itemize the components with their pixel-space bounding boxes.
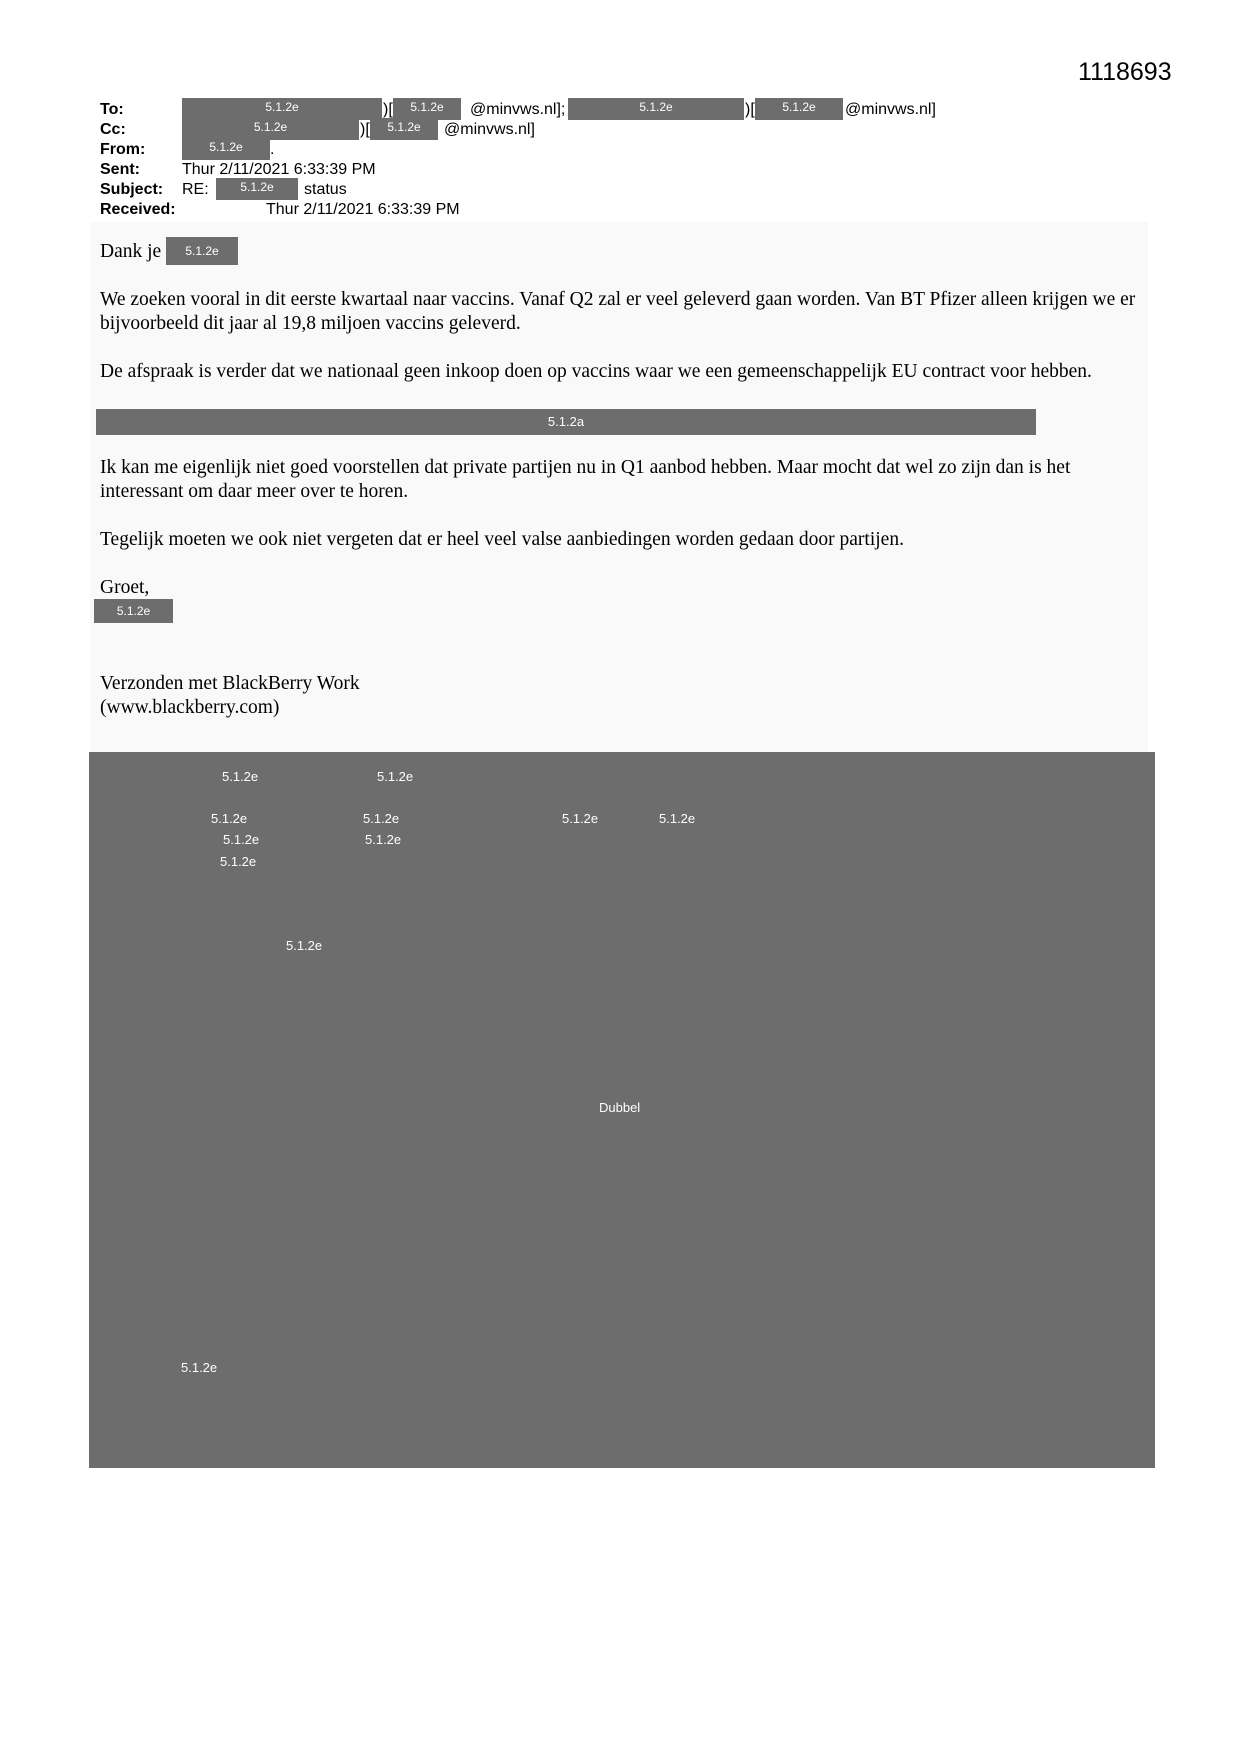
paragraph-2: De afspraak is verder dat we nationaal geen inkoop doen op vaccins waar we een gemeenschappelijk EU contract voor hebben. (100, 361, 1092, 382)
block-label: 5.1.2e (365, 832, 402, 847)
block-label: 5.1.2e (222, 769, 259, 784)
redaction-cc-email: 5.1.2e (370, 118, 438, 140)
block-label: 5.1.2e (211, 811, 248, 826)
to-label: To: (100, 101, 124, 118)
block-center-label: Dubbel (599, 1100, 641, 1115)
block-label: 5.1.2e (377, 769, 414, 784)
redaction-to-name-1: 5.1.2e (182, 98, 382, 120)
cc-domain: @minvws.nl] (444, 121, 535, 138)
redacted-block (89, 752, 1155, 1468)
redaction-signature: 5.1.2e (94, 599, 173, 623)
cc-bracket: )[ (360, 121, 370, 138)
received-value: Thur 2/11/2021 6:33:39 PM (266, 201, 460, 218)
block-label: 5.1.2e (562, 811, 599, 826)
subject-prefix: RE: (182, 181, 209, 198)
redaction-subject: 5.1.2e (216, 178, 298, 200)
footer-line-1: Verzonden met BlackBerry Work (100, 673, 360, 694)
block-label: 5.1.2e (181, 1360, 218, 1375)
block-label: 5.1.2e (286, 938, 323, 953)
redaction-from: 5.1.2e (182, 138, 270, 160)
subject-suffix: status (304, 181, 347, 198)
block-label: 5.1.2e (223, 832, 260, 847)
to-domain-1: @minvws.nl]; (470, 101, 566, 118)
paragraph-4: Tegelijk moeten we ook niet vergeten dat er heel veel valse aanbiedingen worden gedaan door partijen. (100, 529, 904, 550)
from-period: . (270, 141, 275, 158)
to-domain-2: @minvws.nl] (845, 101, 936, 118)
sent-value: Thur 2/11/2021 6:33:39 PM (182, 161, 376, 178)
from-label: From: (100, 141, 146, 158)
redaction-to-name-2: 5.1.2e (568, 98, 744, 120)
redaction-to-email-2: 5.1.2e (755, 98, 843, 120)
subject-label: Subject: (100, 181, 164, 198)
block-label: 5.1.2e (363, 811, 400, 826)
block-label: 5.1.2e (659, 811, 696, 826)
paragraph-1: We zoeken vooral in dit eerste kwartaal naar vaccins. Vanaf Q2 zal er veel geleverd gaan worden. Van BT Pfizer alleen krijgen we er bijvoorbeeld dit jaar al 19,8 miljoen vaccins geleverd. (100, 289, 1136, 334)
cc-label: Cc: (100, 121, 126, 138)
received-label: Received: (100, 201, 176, 218)
redaction-to-email-1: 5.1.2e (393, 98, 461, 120)
greeting: Dank je (100, 241, 162, 262)
to-bracket-1: )[ (383, 101, 393, 118)
to-bracket-2: )[ (745, 101, 755, 118)
paragraph-3: Ik kan me eigenlijk niet goed voorstellen dat private partijen nu in Q1 aanbod hebben. Maar mocht dat wel zo zijn dan is het interessant om daar meer over te horen. (100, 457, 1071, 502)
block-label: 5.1.2e (220, 854, 257, 869)
footer-line-2: (www.blackberry.com) (100, 697, 280, 718)
sent-label: Sent: (100, 161, 140, 178)
closing: Groet, (100, 577, 150, 598)
redaction-cc-name: 5.1.2e (182, 118, 359, 140)
redaction-paragraph-2: 5.1.2a (96, 409, 1036, 435)
document-number: 1118693 (1078, 58, 1172, 86)
redaction-greeting: 5.1.2e (166, 237, 238, 265)
